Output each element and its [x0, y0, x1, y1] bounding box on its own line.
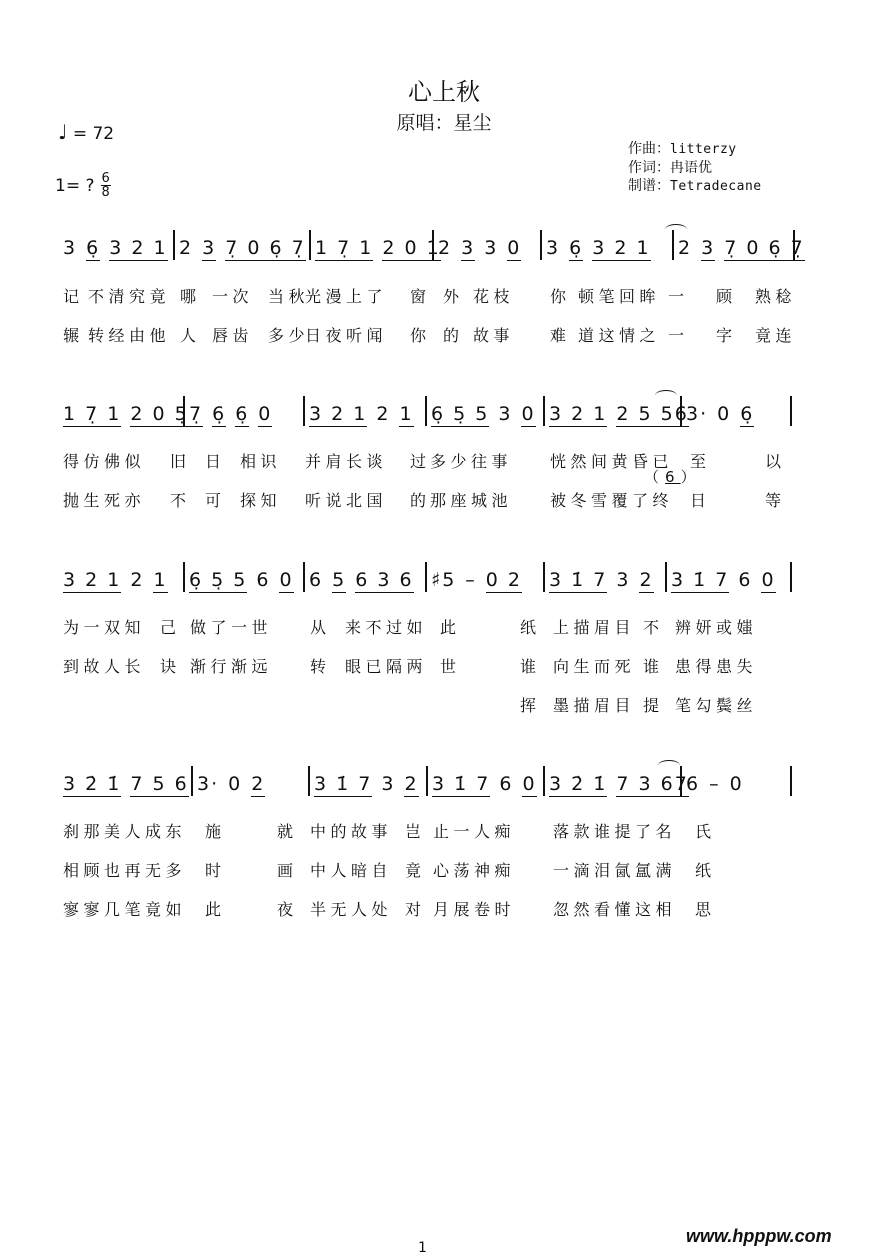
barline [790, 562, 792, 592]
note-group: 6 3 6 [355, 569, 414, 591]
lyric-chunk: 画 [277, 861, 298, 880]
paren-close: ） [680, 468, 702, 486]
lyric-chunk: 顾 [716, 287, 737, 306]
credit-lyricist [628, 159, 762, 177]
tempo-marking [58, 120, 114, 144]
note-group: 2 [639, 569, 654, 591]
slur-mark [658, 760, 680, 771]
lyric-chunk: 止一人痴 [433, 822, 516, 841]
credit-transcriber [628, 177, 762, 196]
note-group: 3 2̇ 1̇ [63, 773, 122, 795]
lyric-chunk: 一 [668, 287, 689, 306]
note-group: – [465, 569, 477, 591]
lyric-chunk: 相顾也再无多 [63, 861, 187, 880]
note-group: 6 [309, 569, 324, 591]
lyric-chunk: 半无人处 [310, 900, 393, 919]
song-title: 心上秋 [408, 78, 480, 106]
note-group: 3 1̇ 7 [671, 569, 730, 591]
note-group: 0 [258, 403, 273, 425]
measure [57, 772, 191, 798]
note-group: 2 [130, 569, 145, 591]
lyric-chunk: 一滴泪氤氲满 [553, 861, 677, 880]
note-group: 0 [279, 569, 294, 591]
measure [57, 568, 183, 594]
page-number: 1 [418, 1240, 427, 1256]
note-group: 3 [202, 237, 217, 259]
measure [303, 568, 425, 594]
lyric-chunk: 月展卷时 [433, 900, 516, 919]
lyric-chunk: 花枝 [473, 287, 515, 306]
note-group: 2 0 5̣ [130, 403, 189, 425]
note-group: 2 [376, 403, 391, 425]
time-sig-denominator: 8 [101, 185, 110, 200]
note-group: 3 1̇ 7 [432, 773, 491, 795]
measure [425, 568, 543, 594]
slur-mark [655, 390, 677, 401]
lyric-chunk: 日夜听闻 [305, 326, 388, 345]
notation-system [0, 568, 888, 594]
lyric-chunk: 当秋 [268, 287, 310, 306]
note-group: 7 3 67 [616, 773, 689, 795]
lyric-chunk: 以 [765, 452, 786, 471]
lyric-chunk: 忽然看懂这相 [553, 900, 677, 919]
measure [425, 402, 543, 428]
lyric-chunk: 竟 [405, 861, 426, 880]
note-group: 6̣ [86, 237, 101, 259]
lyric-chunk: 顿笔回眸 [578, 287, 661, 306]
lyric-chunk: 旧 [170, 452, 191, 471]
lyric-chunk: 得仿佛似 [63, 452, 146, 471]
lyric-chunk: 上描眉目 [553, 618, 636, 637]
original-singer: 原唱：星尘 [396, 112, 492, 134]
lyric-chunk: 一 [668, 326, 689, 345]
lyric-chunk: 谁 [643, 657, 664, 676]
lyric-chunk: 并肩长谈 [305, 452, 388, 471]
alt-note-value: 6 [665, 468, 681, 486]
measure [183, 568, 303, 594]
note-group: 0 [717, 403, 732, 425]
note-group: 6̣ [235, 403, 250, 425]
lyric-chunk: 挥 [520, 696, 541, 715]
lyric-chunk: 眼已隔两 [345, 657, 428, 676]
time-signature [101, 172, 111, 199]
note-group: 3 [381, 773, 396, 795]
lyric-chunk: 哪 [180, 287, 201, 306]
note-group: 1 7̣ 1 [63, 403, 122, 425]
lyric-chunk: 日 [205, 452, 226, 471]
note-group: 6̣ [740, 403, 755, 425]
lyric-chunk: 岂 [405, 822, 426, 841]
lyric-chunk: 向生而死 [553, 657, 636, 676]
measure [309, 236, 441, 262]
note-group: 2 [404, 773, 419, 795]
lyric-chunk: 中的故事 [310, 822, 393, 841]
key-and-time-signature [55, 172, 111, 199]
note-group: 6 [499, 773, 514, 795]
lyric-chunk: 刹那美人成东 [63, 822, 187, 841]
tempo-value: = 72 [72, 124, 115, 144]
quarter-note-icon: ♩ [58, 120, 68, 144]
lyric-chunk: 纸 [695, 861, 716, 880]
measure [680, 402, 790, 428]
lyric-chunk: 等 [765, 491, 786, 510]
lyric-chunk: 寥寥几笔竟如 [63, 900, 187, 919]
lyric-chunk: 谁 [520, 657, 541, 676]
barline [790, 766, 792, 796]
note-group: 7̣ 0 6̣ 7̣ [225, 237, 306, 259]
lyric-chunk: 施 [205, 822, 226, 841]
note-group: 2 5 56 [616, 403, 689, 425]
lyric-chunk: 光漫上了 [305, 287, 388, 306]
measure [303, 402, 425, 428]
measure [308, 772, 426, 798]
lyric-chunk: 被冬雪覆了终 [550, 491, 674, 510]
key-signature: 1= ? [55, 175, 95, 196]
lyric-chunk: 患得患失 [675, 657, 758, 676]
lyric-chunk: 道这情之 [578, 326, 661, 345]
time-sig-numerator: 6 [101, 171, 110, 186]
note-group: 3 2̇ 1̇ [549, 773, 608, 795]
note-group: 0 [761, 569, 776, 591]
lyric-chunk: 己 [160, 618, 181, 637]
note-group: – [709, 773, 721, 795]
slur-mark [665, 224, 687, 235]
note-group: 0 2 [485, 569, 523, 591]
measure [543, 402, 689, 428]
lyric-chunk: 的 [410, 491, 431, 510]
lyric-chunk: 一次 [212, 287, 254, 306]
lyric-chunk: 氏 [695, 822, 716, 841]
note-group: 6 [738, 569, 753, 591]
notation-system [0, 236, 888, 262]
alternate-note [644, 466, 702, 487]
note-group: 3 2 1 [549, 403, 608, 425]
measure [543, 772, 689, 798]
measure [680, 772, 790, 798]
lyric-chunk: 提 [643, 696, 664, 715]
note-group: 3 2 1 [592, 237, 651, 259]
credits [628, 140, 762, 196]
note-group: 3 [461, 237, 476, 259]
note-group: 3 2 1 [63, 569, 122, 591]
lyric-chunk: 中人暗自 [310, 861, 393, 880]
note-group: 0 [522, 773, 537, 795]
lyric-chunk: 唇齿 [212, 326, 254, 345]
note-group: 3 1̇ 7 [314, 773, 373, 795]
lyric-chunk: 此 [205, 900, 226, 919]
measure [543, 568, 665, 594]
measure [57, 402, 189, 428]
lyric-chunk: 记 [63, 287, 84, 306]
lyric-chunk: 此 [440, 618, 461, 637]
note-group: 0 [729, 773, 744, 795]
credit-value: Tetradecane [670, 179, 762, 194]
note-group: 0 [507, 237, 522, 259]
note-group: 2 0 1 [382, 237, 441, 259]
note-group: 3 2 1 [309, 403, 368, 425]
credit-composer [628, 140, 762, 159]
lyric-chunk: 可 [205, 491, 226, 510]
lyric-chunk: 窗 [410, 287, 431, 306]
lyric-chunk: 多少 [268, 326, 310, 345]
lyric-chunk: 竟连 [755, 326, 797, 345]
lyric-chunk: 至 [690, 452, 711, 471]
note-group: 0 [521, 403, 536, 425]
note-group: 3· [197, 773, 220, 795]
lyric-chunk: 的 [443, 326, 464, 345]
credit-value: 冉语优 [670, 160, 712, 176]
lyric-chunk: 外 [443, 287, 464, 306]
note-group: 6̣ 5̣ 5 [189, 569, 248, 591]
note-group: 2 [678, 237, 693, 259]
lyric-chunk: 做了一世 [190, 618, 273, 637]
note-group: 7̣ [189, 403, 204, 425]
note-group: 3 [616, 569, 631, 591]
lyric-chunk: 相识 [240, 452, 282, 471]
note-group: 3 [546, 237, 561, 259]
lyric-chunk: 对 [405, 900, 426, 919]
measure [173, 236, 309, 262]
note-group: 6̣ 5̣ 5 [431, 403, 490, 425]
lyric-chunk: 诀 [160, 657, 181, 676]
lyric-chunk: 辗 [63, 326, 84, 345]
note-group: 6̣ [212, 403, 227, 425]
note-group: 2 [179, 237, 194, 259]
note-group: 3 [701, 237, 716, 259]
lyric-chunk: 你 [550, 287, 571, 306]
lyric-chunk: 为一双知 [63, 618, 146, 637]
lyric-chunk: 抛生死亦 [63, 491, 146, 510]
credit-label: 制谱： [628, 178, 670, 194]
measure [432, 236, 540, 262]
lyric-chunk: 渐行渐远 [190, 657, 273, 676]
lyric-chunk: 日 [690, 491, 711, 510]
notation-system [0, 402, 888, 428]
note-group: 6̣ [569, 237, 584, 259]
note-group: 7 5 6 [130, 773, 189, 795]
lyric-chunk: 不 [643, 618, 664, 637]
lyric-chunk: 夜 [277, 900, 298, 919]
lyric-chunk: 转 [310, 657, 331, 676]
notation-system [0, 772, 888, 798]
note-group: 3 1̇ 7 [549, 569, 608, 591]
lyric-chunk: 听说北国 [305, 491, 388, 510]
note-group: 1 [153, 569, 168, 591]
lyric-chunk: 落款谁提了名 [553, 822, 677, 841]
credit-label: 作词： [628, 160, 670, 176]
lyric-chunk: 人 [180, 326, 201, 345]
lyric-chunk: 难 [550, 326, 571, 345]
note-group: 7̣ 0 6̣ 7̣ [724, 237, 805, 259]
lyric-chunk: 世 [440, 657, 461, 676]
lyric-chunk: 多少往事 [430, 452, 513, 471]
note-group: 6 [686, 773, 701, 795]
measure [57, 236, 173, 262]
lyric-chunk: 不 [170, 491, 191, 510]
measure [191, 772, 308, 798]
lyric-chunk: 过 [410, 452, 431, 471]
note-group: ♯5 [431, 569, 457, 591]
lyric-chunk: 就 [277, 822, 298, 841]
lyric-chunk: 思 [695, 900, 716, 919]
lyric-chunk: 不清究竟 [88, 287, 171, 306]
barline [790, 396, 792, 426]
note-group: 2 [251, 773, 266, 795]
measure [426, 772, 543, 798]
measure [672, 236, 805, 262]
lyric-chunk: 纸 [520, 618, 541, 637]
lyric-chunk: 转经由他 [88, 326, 171, 345]
lyric-chunk: 到故人长 [63, 657, 146, 676]
lyric-chunk: 墨描眉目 [553, 696, 636, 715]
lyric-chunk: 那座城池 [430, 491, 513, 510]
lyric-chunk: 时 [205, 861, 226, 880]
lyric-chunk: 来不过如 [345, 618, 428, 637]
credit-label: 作曲： [628, 141, 670, 157]
note-group: 3 2 1 [109, 237, 168, 259]
note-group: 3 [63, 237, 78, 259]
note-group: 3 [498, 403, 513, 425]
lyric-chunk: 辨妍或媸 [675, 618, 758, 637]
note-group: 1 7̣ 1 [315, 237, 374, 259]
lyric-chunk: 你 [410, 326, 431, 345]
measure [665, 568, 790, 594]
lyric-chunk: 笔勾鬓丝 [675, 696, 758, 715]
measure [540, 236, 672, 262]
note-group: 6 [256, 569, 271, 591]
site-watermark: www.hpppw.com [686, 1226, 832, 1246]
note-group: 2 [438, 237, 453, 259]
note-group: 3· [686, 403, 709, 425]
lyric-chunk: 恍然间黄昏已 [550, 452, 674, 471]
note-group: 5 [332, 569, 347, 591]
lyric-chunk: 从 [310, 618, 331, 637]
credit-value: litterzy [670, 142, 737, 157]
measure [183, 402, 303, 428]
lyric-chunk: 心荡神痴 [433, 861, 516, 880]
lyric-chunk: 字 [716, 326, 737, 345]
lyric-chunk: 熟稔 [755, 287, 797, 306]
note-group: 0 [228, 773, 243, 795]
lyric-chunk: 故事 [473, 326, 515, 345]
note-group: 1 [399, 403, 414, 425]
note-group: 3 [484, 237, 499, 259]
lyric-chunk: 探知 [240, 491, 282, 510]
paren-open: （ [644, 468, 666, 486]
